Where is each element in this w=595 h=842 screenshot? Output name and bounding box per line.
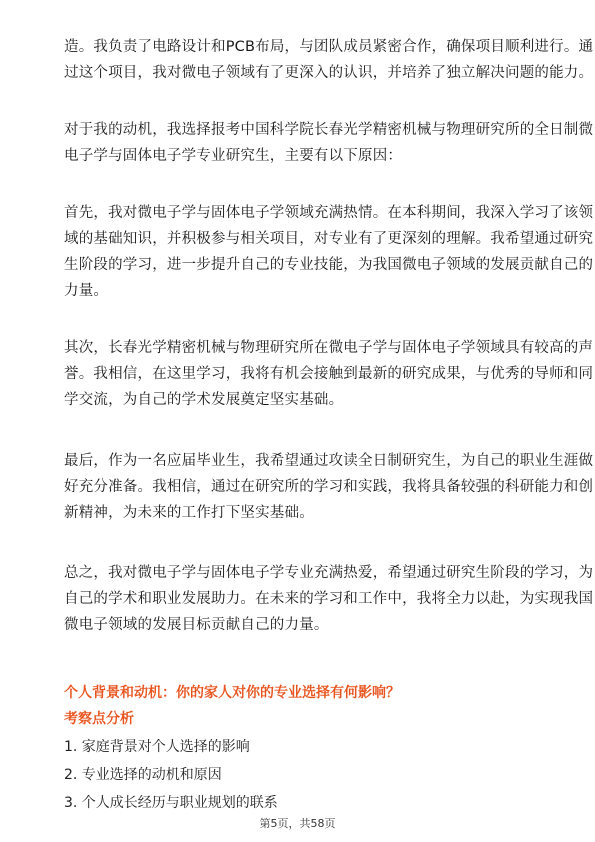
text-line: 生阶段的学习，进一步提升自己的专业技能，为我国微电子领域的发展贡献自己的 — [64, 257, 594, 273]
text-line: 誉。我相信，在这里学习，我将有机会接触到最新的研究成果，与优秀的导师和同 — [64, 366, 594, 382]
paragraph-first — [64, 200, 594, 304]
text-line: 总之，我对微电子学与固体电子学专业充满热爱，希望通过研究生阶段的学习，为 — [64, 565, 594, 581]
text-line: 力量。 — [64, 283, 109, 299]
paragraph-second — [64, 335, 594, 413]
text-line: 造。我负责了电路设计和PCB布局，与团队成员紧密合作，确保项目顺利进行。通 — [64, 39, 594, 55]
text-line: 微电子领域的发展目标贡献自己的力量。 — [64, 617, 329, 633]
text-line: 其次，长春光学精密机械与物理研究所在微电子学与固体电子学领域具有较高的声 — [64, 340, 594, 356]
text-line: 首先，我对微电子学与固体电子学领域充满热情。在本科期间，我深入学习了该领 — [64, 205, 594, 221]
analysis-point: 3. 个人成长经历与职业规划的联系 — [64, 795, 278, 811]
analysis-heading: 考察点分析 — [64, 711, 134, 727]
analysis-point: 1. 家庭背景对个人选择的影响 — [64, 739, 250, 755]
analysis-point: 2. 专业选择的动机和原因 — [64, 767, 222, 783]
paragraph-summary — [64, 560, 594, 638]
text-line: 域的基础知识，并积极参与相关项目，对专业有了更深刻的理解。我希望通过研究 — [64, 231, 594, 247]
text-line: 好充分准备。我相信，通过在研究所的学习和实践，我将具备较强的科研能力和创 — [64, 479, 594, 495]
paragraph-last — [64, 448, 594, 526]
text-line: 电子学与固体电子学专业研究生，主要有以下原因： — [64, 148, 403, 164]
question-title: 个人背景和动机：你的家人对你的专业选择有何影响？ — [64, 685, 400, 701]
text-line: 学交流，为自己的学术发展奠定坚实基础。 — [64, 392, 344, 408]
text-line: 最后，作为一名应届毕业生，我希望通过攻读全日制研究生，为自己的职业生涯做 — [64, 453, 594, 469]
paragraph-motivation — [64, 117, 594, 169]
text-line: 对于我的动机，我选择报考中国科学院长春光学精密机械与物理研究所的全日制微 — [64, 122, 594, 138]
paragraph-project — [64, 34, 594, 86]
text-line: 过这个项目，我对微电子领域有了更深入的认识，并培养了独立解决问题的能力。 — [64, 65, 594, 81]
text-line: 新精神，为未来的工作打下坚实基础。 — [64, 505, 314, 521]
text-line: 自己的学术和职业发展助力。在未来的学习和工作中，我将全力以赴，为实现我国 — [64, 591, 594, 607]
page-number: 第5页，共58页 — [259, 817, 336, 830]
